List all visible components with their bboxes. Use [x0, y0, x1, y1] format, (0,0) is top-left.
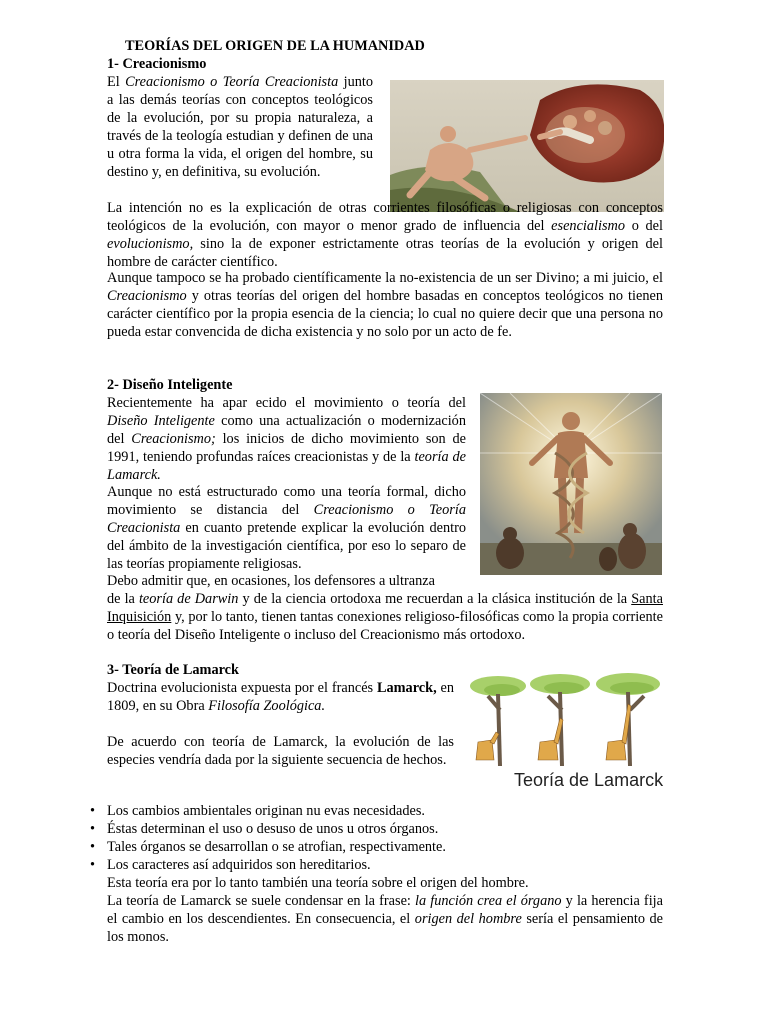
lamarck-image: [468, 670, 666, 794]
list-item: • Los caracteres así adquiridos son hereditarios.: [90, 857, 665, 875]
section-1-paragraph-3: Aunque tampoco se ha probado científicamente la no-existencia de un ser Divino; a mi juicio, el Creacionismo y otras teorías del origen del hombre basadas en conceptos teológicos no tienen carácter científico por la propia esencia de la ciencia; lo cual no quiere decir que una persona no pueda estar convencida de dicha existencia y no solo por un acto de fe.: [107, 270, 663, 340]
creation-of-adam-image: [390, 80, 664, 212]
section-2-heading: 2- Diseño Inteligente: [107, 377, 233, 393]
list-item: • Éstas determinan el uso o desuso de unos u otros órganos.: [90, 821, 665, 839]
section-2-paragraph-3-start: Debo admitir que, en ocasiones, los defensores a ultranza: [107, 573, 435, 589]
section-2-paragraph-3: de la teoría de Darwin y de la ciencia ortodoxa me recuerdan a la clásica institución de la Santa Inquisición y, por lo tanto, tienen tantas conexiones religioso-filosóficas como la propia corriente o teoría del Diseño Inteligente o incluso del Creacionismo más ortodoxo.: [107, 591, 663, 643]
section-2-paragraph-1: Recientemente ha apar ecido el movimiento o teoría del Diseño Inteligente como una actualización o modernización del Creacionismo; los inicios de dicho movimiento son de 1991, teniendo profundas raíces creacionistas y de la teoría de Lamarck.: [107, 395, 466, 483]
section-1-paragraph-1: El Creacionismo o Teoría Creacionista junto a las demás teorías con conceptos teológicos de la evolución, por su propia naturaleza, a través de la teología estudian y definen de una u otra forma la vida, el origen del hombre, su destino y, en definitiva, su evolución.: [107, 74, 374, 180]
list-item: • Los cambios ambientales originan nu evas necesidades.: [90, 803, 665, 821]
section-3-paragraph-4: La teoría de Lamarck se suele condensar en la frase: la función crea el órgano y la herencia fija el cambio en los descendientes. En consecuencia, el origen del hombre sería el pensamiento de los monos.: [107, 893, 664, 945]
section-1-heading: 1- Creacionismo: [107, 56, 207, 72]
giraffes-trees-icon: [468, 670, 666, 794]
intelligent-design-image: [480, 393, 662, 575]
creation-of-adam-painting-icon: [390, 80, 664, 212]
section-3-paragraph-2: De acuerdo con teoría de Lamarck, la evolución de las especies vendría dada por la siguiente secuencia de hechos.: [107, 734, 454, 768]
section-3-paragraph-1: Doctrina evolucionista expuesta por el francés Lamarck, en 1809, en su Obra Filosofía Zoológica.: [107, 680, 454, 714]
page-title: TEORÍAS DEL ORIGEN DE LA HUMANIDAD: [125, 38, 425, 54]
section-3-heading: 3- Teoría de Lamarck: [107, 662, 239, 678]
section-3-paragraph-3: Esta teoría era por lo tanto también una teoría sobre el origen del hombre.: [107, 875, 529, 891]
list-item: • Tales órganos se desarrollan o se atrofian, respectivamente.: [90, 839, 665, 857]
evolution-figure-icon: [480, 393, 662, 575]
section-2-paragraph-2: Aunque no está estructurado como una teoría formal, dicho movimiento se distancia del Creacionismo o Teoría Creacionista en cuanto pretende explicar la evolución dentro del ámbito de la investigación científica, por eso lo separo de las teorías propiamente religiosas.: [107, 484, 466, 572]
section-1-paragraph-2: La intención no es la explicación de otras corrientes filosóficas o religiosas con conceptos teológicos de la evolución, con mayor o menor grado de influencia del esencialismo o del evolucionismo, sino la de exponer estrictamente otras teorías de la evolución y origen del hombre de carácter científico.: [107, 200, 663, 270]
lamarck-sequence-list: [90, 803, 665, 875]
lamarck-image-caption: Teoría de Lamarck: [514, 770, 664, 790]
santa-inquisicion-link[interactable]: Santa Inquisición: [107, 591, 663, 625]
